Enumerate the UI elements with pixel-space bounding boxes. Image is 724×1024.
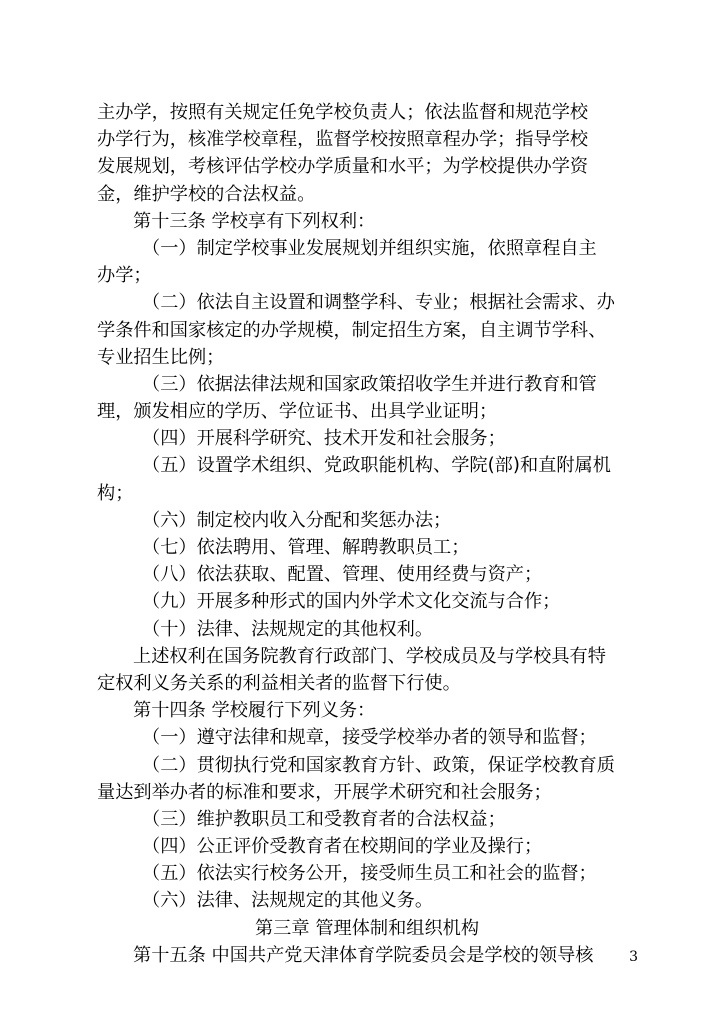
document-body bbox=[97, 99, 637, 969]
article-heading: 第十三条 学校享有下列权利： bbox=[133, 210, 376, 232]
list-item: （六）制定校内收入分配和奖惩办法； bbox=[142, 509, 452, 531]
list-item: （二）贯彻执行党和国家教育方针、政策，保证学校教育质 bbox=[142, 754, 615, 776]
text-line: 量达到举办者的标准和要求，开展学术研究和社会服务； bbox=[97, 781, 552, 803]
text-line: 金，维护学校的合法权益。 bbox=[97, 183, 316, 205]
article-heading: 第十四条 学校履行下列义务： bbox=[133, 700, 376, 722]
paragraph-start: 上述权利在国务院教育行政部门、学校成员及与学校具有特 bbox=[133, 645, 606, 667]
list-item: （七）依法聘用、管理、解聘教职员工； bbox=[142, 537, 470, 558]
list-item: （六）法律、法规规定的其他义务。 bbox=[142, 890, 434, 912]
list-item: （三）维护教职员工和受教育者的合法权益； bbox=[142, 808, 506, 830]
text-line: 办学； bbox=[97, 265, 152, 287]
list-item: （一）遵守法律和规章，接受学校举办者的领导和监督； bbox=[142, 727, 597, 749]
text-line: 主办学，按照有关规定任免学校负责人；依法监督和规范学校 bbox=[97, 102, 589, 123]
list-item: （八）依法获取、配置、管理、使用经费与资产； bbox=[142, 564, 543, 586]
list-item: （二）依法自主设置和调整学科、专业；根据社会需求、办 bbox=[142, 292, 615, 314]
list-item: （四）开展科学研究、技术开发和社会服务； bbox=[142, 428, 506, 450]
list-item: （十）法律、法规规定的其他权利。 bbox=[142, 618, 434, 640]
text-line: 办学行为，核准学校章程，监督学校按照章程办学；指导学校 bbox=[97, 129, 589, 151]
list-item: （四）公正评价受教育者在校期间的学业及操行； bbox=[142, 836, 543, 858]
text-line: 发展规划，考核评估学校办学质量和水平；为学校提供办学资 bbox=[97, 156, 589, 178]
list-item: （三）依据法律法规和国家政策招收学生并进行教育和管 bbox=[142, 373, 597, 395]
article-heading: 第十五条 中国共产党天津体育学院委员会是学校的领导核 bbox=[133, 944, 594, 966]
text-line: 学条件和国家核定的办学规模，制定招生方案，自主调节学科、 bbox=[97, 319, 607, 341]
list-item: （一）制定学校事业发展规划并组织实施，依照章程自主 bbox=[142, 237, 597, 259]
page-number: 3 bbox=[629, 949, 638, 965]
list-item: （五）依法实行校务公开，接受师生员工和社会的监督； bbox=[142, 863, 597, 885]
list-item: （五）设置学术组织、党政职能机构、学院(部)和直附属机 bbox=[142, 455, 611, 477]
list-item: （九）开展多种形式的国内外学术文化交流与合作； bbox=[142, 591, 561, 613]
chapter-heading: 第三章 管理体制和组织机构 bbox=[254, 917, 480, 939]
text-line: 理，颁发相应的学历、学位证书、出具学业证明； bbox=[97, 401, 498, 423]
text-line: 专业招生比例； bbox=[97, 346, 225, 368]
text-line: 构； bbox=[97, 482, 134, 504]
text-line: 定权利义务关系的利益相关者的监督下行使。 bbox=[97, 672, 461, 694]
